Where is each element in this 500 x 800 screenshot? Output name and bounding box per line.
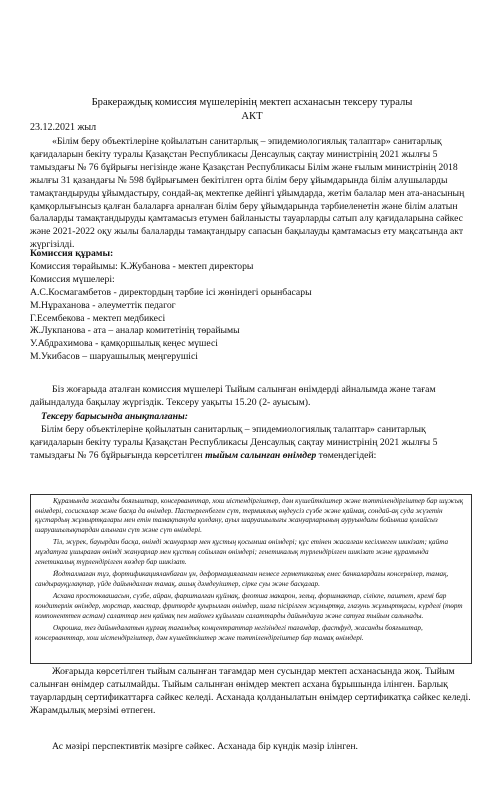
document-title (30, 96, 474, 123)
regulation-text-end: төмендегідей: (316, 449, 377, 461)
prohibited-products-box (30, 494, 472, 664)
prohibited-products-emphasis: тыйым салынған өнімдер (205, 449, 317, 461)
commission-member: Г.Есембекова - мектеп медбикесі (30, 312, 166, 324)
regulation-paragraph (30, 424, 474, 463)
commission-section (30, 248, 474, 364)
commission-member: Ж.Лукпанова - ата – аналар комитетінің төрайымы (30, 325, 240, 337)
prohibited-item: Асхана простоквашасын, сүзбе, айран, фаршталған құймақ, флотша макарон, зельц, форшмактар, сілікпе, паштет, кремі бар кондитерлік өнімдер, морстар, квастар, фритюрде қуырылған өнімдер, шала пісірілген жұмыртқа, глазунь жұмыртқасы, күрделі (төрт компоненттен астам) салаттар мен қаймақ пен майонез құйылған салаттарды дайындауға және сатуға тыйым салынады. (35, 592, 463, 620)
prohibited-item: Окрошка, тез дайындалатын құрғақ тағамдық концентраттар негізіндегі тағамдар, фастфуд, жасанды бояғыштар, консерванттар, хош иістендіргіштер, дәм күшейткіштер және тәттілендіргіштер бар тамақ өнімдері. (35, 624, 423, 642)
commission-member: М.Нұраханова - әлеуметтік педагог (30, 299, 176, 311)
commission-member: М.Укибасов – шаруашылық меңгерушісі (30, 351, 198, 363)
commission-members-heading: Комиссия мүшелері: (30, 273, 115, 285)
inspection-time-paragraph: Біз жоғарыда аталған комиссия мүшелері Тыйым салынған өнімдерді айналымда және тағам дайындалуда бақылау жүргіздік. Тексеру уақыты 15.20 (2- ауысым). (30, 384, 436, 408)
prohibited-item: Йодталмаған тұз, фортификацияланбаған ұн, деформацияланған немесе герметикалық емес банкалардағы консервілер, тамақ, сандырауқұлақтар, үйде дайындалған тамақ, ашық дәмдеуіштер, сірке суы және басқалар. (35, 570, 449, 588)
title-line-1: Бракераждық комиссия мүшелерінің мектеп асханасын тексеру туралы (91, 97, 413, 108)
commission-chair: Комиссия төрайымы: К.Жубанова - мектеп директоры (30, 260, 254, 272)
intro-paragraph: «Білім беру объектілеріне қойылатын санитарлық – эпидемиологиялық талаптар» санитарлық қағидаларын бекіту туралы Қазақстан Республикасы Денсаулық сақтау министрінің 2021 жылғы 5 тамыздағы № 76 бұйрығы негізінде және Қазақстан Республикасы Білім және ғылым министрінің 2018 жылғы 31 қазандағы № 598 бұйрығымен бекітілген орта білім беру ұйымдарында білім алушыларды тамақтандыруды ұйымдастыру, сондай-ақ мектепке дейінгі ұйымдарда, жетім балалар мен ата-анасының қамқорлығынсыз қалған балаларға арналған білім беру ұйымдарында тәрбиеленетін және білім алатын балаларды тамақтандыруды қамтамасыз етумен байланысты тауарларды сатып алу қағидаларына сәйкес және 2021-2022 оқу жылы балаларды тамақтандыру сапасын бақылауды қамтамасыз ету мақсатында акт жүргізілді. (30, 136, 465, 251)
title-line-2: АКТ (241, 110, 263, 122)
prohibited-item: Тіл, жүрек, бауырдан басқа, өнімді жануарлар мен құстың қосымша өнімдері; құс етінен жасалған кесілмеген шикізат; қайта мұздатуға ұшыраған өнімді жануарлар мен құстың сойылған өнімдері; генетикалық түрлендірілген шикізат және құрамында генетикалық түрлендірілген көздер бар шикізат. (35, 538, 449, 566)
inspection-heading: Тексеру барысында анықталғаны: (41, 411, 188, 422)
regulation-text-start: Білім беру объектілеріне қойылатын санитарлық – эпидемиологиялық талаптар» санитарлық қағидаларын бекіту туралы Қазақстан Республикасы Денсаулық сақтау министрінің 2021 жылғы 5 тамыздағы № 76 бұйрығында көрсетілген (30, 424, 438, 461)
document-date: 23.12.2021 жыл (30, 122, 97, 133)
menu-paragraph: Ас мәзірі перспективтік мәзірге сәйкес. Асханада бір күндік мәзір ілінген. (52, 741, 358, 752)
findings-paragraph: Жоғарыда көрсетілген тыйым салынған тағамдар мен сусындар мектеп асханасында жоқ. Тыйым салынған өнімдер сатылмайды. Тыйым салынған өнімдер мектеп асхана бұрышында ілінген. Барлық тауарлардың сертификаттарға сәйкес келеді. Асханада қолданылатын өнімдер сертификатқа сәйкес келеді. Жарамдылық мерзімі өтпеген. (30, 666, 471, 716)
commission-member: А.С.Космагамбетов - директордың тәрбие ісі жөніндегі орынбасары (30, 286, 312, 298)
prohibited-item: Құрамында жасанды бояғыштар, консерванттар, хош иістендіргіштер, дәм күшейткіштер және тәттілендіргіштер бар шұжық өнімдері, сосискалар және басқа да өнімдер. Пастерленбеген сүт, термиялық өңдеусіз сүзбе және қаймақ, сондай-ақ суда жүзетін құстардың жұмыртқалары мен етін тамақтануда қолдану, ауыл шаруашылығы жануарларының ауруындағы бойынша қолайсыз шаруашылықтардан алынған сүт және сүт өнімдері. (35, 497, 464, 534)
commission-member: У.Абдрахимова - қамқоршылық кеңес мүшесі (30, 338, 218, 350)
commission-heading: Комиссия құрамы: (30, 248, 114, 259)
